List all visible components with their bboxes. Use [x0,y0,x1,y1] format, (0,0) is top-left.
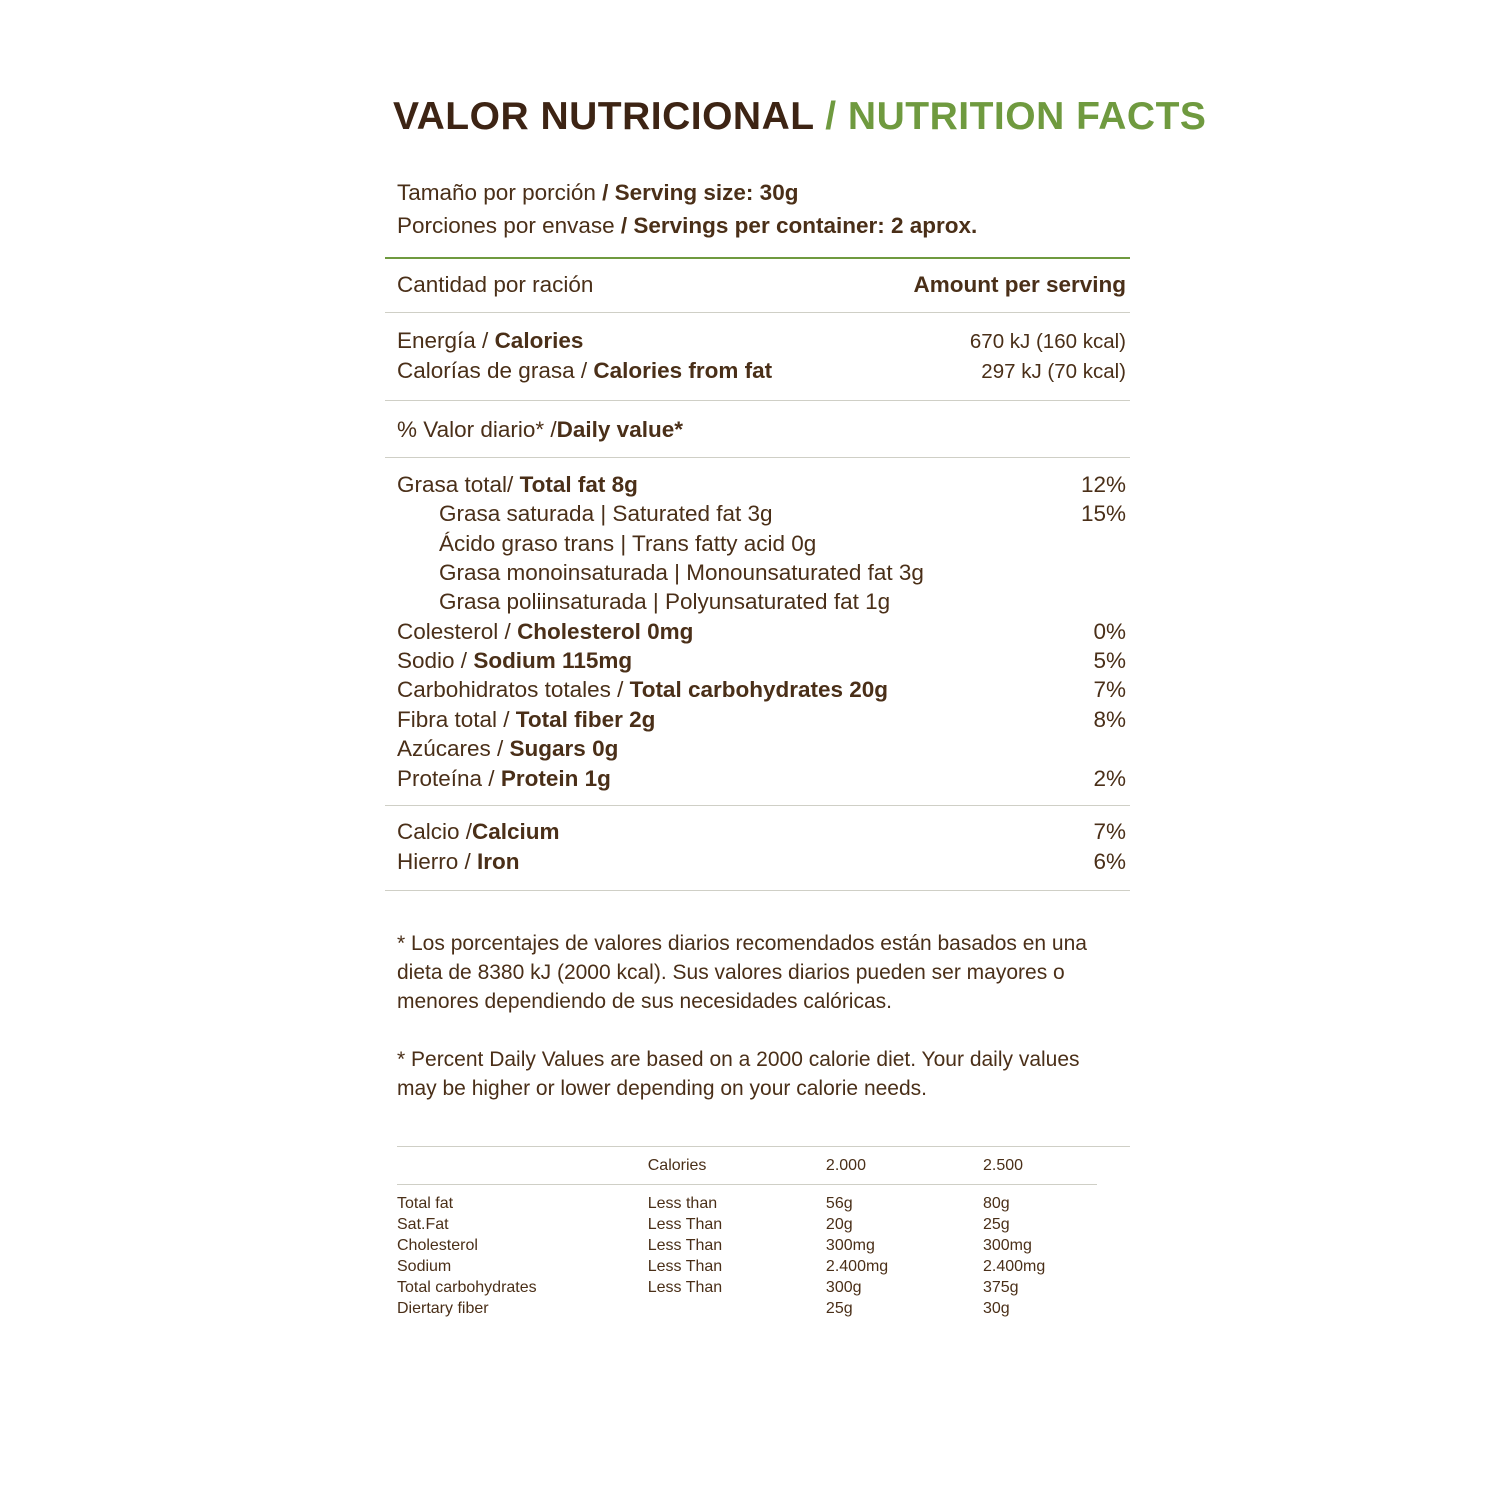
table-row [397,1214,1097,1235]
table-row [397,1256,1097,1277]
dv-cell-name: Total fat [397,1194,454,1212]
calories-value: 670 kJ (160 kcal) [969,329,1126,353]
servings-label-es: Porciones por envase [397,212,621,238]
footnote-spanish: * Los porcentajes de valores diarios recomendados están basados en una dieta de 8380 kJ (2000 kcal). Sus valores diarios pueden ser mayores o menores dependiendo de sus necesidades calóricas. [397,931,1087,1014]
nutrient-label [397,529,816,558]
nutrient-label [397,558,924,587]
dv-cell-name: Sat.Fat [397,1215,449,1233]
nutrient-row [385,646,1130,675]
divider-above-minerals [385,805,1130,806]
table-row [397,1235,1097,1256]
nutrient-row [385,558,1130,587]
nutrient-label-text: Ácido graso trans | Trans fatty acid 0g [439,530,817,556]
calories-row [385,326,1130,356]
dv-cell-qualifier: Less Than [647,1236,723,1254]
daily-value-heading [385,417,1130,443]
mineral-list [385,817,1130,878]
nutrient-label-text: Grasa monoinsaturada | Monounsaturated fat 3g [439,560,924,586]
nutrient-row [385,617,1130,646]
nutrient-row [385,734,1130,763]
nutrient-label [397,675,888,704]
amount-per-serving-header [385,272,1130,298]
nutrient-row [385,499,1130,528]
dv-cell-name: Diertary fiber [397,1299,489,1317]
nutrient-label [397,617,693,646]
nutrient-label-es: Grasa total/ [397,471,520,497]
nutrient-row [385,705,1130,734]
daily-value-heading-en: Daily value* [556,416,683,442]
nutrient-label-text: Grasa saturada | Saturated fat 3g [439,501,773,527]
dv-cell-2000: 56g [825,1194,853,1212]
title-spanish: VALOR NUTRICIONAL [393,95,814,138]
divider-under-energy [385,400,1130,401]
mineral-dv: 6% [1093,849,1126,875]
title-separator: / [825,95,837,138]
nutrient-dv: 15% [1080,501,1126,527]
footnote-english: * Percent Daily Values are based on a 2000 calorie diet. Your daily values may be higher or lower depending on your calorie needs. [397,1047,1080,1101]
dv-cell-2000: 20g [825,1215,853,1233]
energy-section [385,326,1130,386]
dv-cell-qualifier: Less than [647,1194,718,1212]
mineral-label-es: Hierro / [397,849,478,875]
daily-values-table [397,1157,1097,1320]
daily-value-heading-es: % Valor diario* / [397,416,557,442]
dv-table-body [397,1184,1097,1319]
nutrient-label-en: Total carbohydrates 20g [629,677,889,703]
mineral-label [397,817,560,847]
mineral-dv: 7% [1093,818,1126,844]
calories-label-en: Calories [494,327,584,353]
dv-cell-name: Cholesterol [397,1236,478,1254]
dv-col-header-2500: 2.500 [982,1156,1024,1174]
nutrient-dv: 7% [1093,677,1126,703]
nutrient-row [385,529,1130,558]
mineral-label-es: Calcio / [397,818,473,844]
dv-cell-2500: 300mg [982,1236,1032,1254]
calories-from-fat-row [385,356,1130,386]
calories-from-fat-label-es: Calorías de grasa / [397,357,594,383]
serving-size-label-en: / Serving size: 30g [602,180,799,205]
nutrient-dv: 12% [1080,471,1126,497]
dv-table-head [397,1157,1097,1185]
calories-from-fat-value: 297 kJ (70 kcal) [981,359,1126,383]
mineral-row [385,847,1130,877]
dv-cell-qualifier: Less Than [647,1278,723,1296]
dv-col-header-calories: Calories [647,1156,707,1174]
nutrient-row [385,587,1130,616]
servings-per-container-line [397,210,1130,243]
dv-cell-name: Total carbohydrates [397,1278,537,1296]
servings-label-en: / Servings per container: 2 aprox. [620,212,978,238]
nutrient-label-es: Proteína / [397,765,501,791]
serving-size-line [397,177,1130,210]
dv-cell-qualifier [648,1298,826,1319]
nutrient-label-es: Colesterol / [397,618,518,644]
nutrient-list [385,470,1130,793]
daily-values-table-wrap [385,1146,1130,1320]
dv-cell-2500: 375g [982,1278,1019,1296]
nutrient-label [397,587,890,616]
dv-cell-2000: 300g [825,1278,862,1296]
nutrient-label-en: Sodium 115mg [473,648,633,674]
divider-above-dv-table [397,1146,1130,1147]
nutrient-label-es: Sodio / [397,648,474,674]
page-title [393,95,1207,139]
dv-cell-2500: 30g [982,1299,1010,1317]
mineral-label-en: Iron [477,849,520,875]
nutrient-label [397,705,655,734]
dv-cell-2500: 25g [982,1215,1010,1233]
nutrient-label-en: Protein 1g [500,765,611,791]
mineral-label [397,847,520,877]
nutrient-dv: 8% [1093,706,1126,732]
nutrient-row [385,764,1130,793]
amount-header-left: Cantidad por ración [397,271,594,297]
nutrient-row [385,470,1130,499]
serving-information [385,177,1130,243]
divider-above-nutrients [385,457,1130,458]
dv-cell-2500: 2.400mg [982,1257,1046,1275]
nutrient-label-es: Fibra total / [397,706,516,732]
dv-cell-2000: 25g [825,1299,853,1317]
nutrient-label-es: Carbohidratos totales / [397,677,630,703]
mineral-label-en: Calcium [472,818,560,844]
nutrient-label [397,764,611,793]
table-row [397,1298,1097,1319]
table-row [397,1184,1097,1214]
nutrient-label-es: Azúcares / [397,736,510,762]
nutrient-row [385,675,1130,704]
nutrient-dv: 0% [1093,618,1126,644]
nutrient-dv: 5% [1093,648,1126,674]
dv-cell-2000: 2.400mg [825,1257,889,1275]
nutrient-dv: 2% [1093,765,1126,791]
dv-table-header-row [397,1157,1097,1185]
table-row [397,1277,1097,1298]
mineral-row [385,817,1130,847]
calories-from-fat-label [397,356,772,386]
dv-cell-2500: 80g [982,1194,1010,1212]
nutrition-facts-panel [385,95,1207,1319]
dv-col-header-blank [397,1157,648,1185]
dv-cell-name: Sodium [397,1257,452,1275]
divider-green-top [385,257,1130,259]
nutrient-label [397,499,773,528]
nutrient-label [397,734,618,763]
dv-cell-qualifier: Less Than [647,1215,723,1233]
dv-cell-qualifier: Less Than [647,1257,723,1275]
dv-cell-2000: 300mg [825,1236,875,1254]
nutrient-label-en: Cholesterol 0mg [517,618,694,644]
nutrient-label-en: Total fiber 2g [515,706,656,732]
nutrient-label-text: Grasa poliinsaturada | Polyunsaturated fat 1g [439,589,891,615]
amount-header-right: Amount per serving [913,271,1126,297]
nutrient-label [397,646,632,675]
calories-label-es: Energía / [397,327,495,353]
dv-col-header-2000: 2.000 [825,1156,866,1174]
divider-under-minerals [385,890,1130,891]
divider-under-amount-header [385,312,1130,313]
calories-label [397,326,583,356]
calories-from-fat-label-en: Calories from fat [593,357,773,383]
nutrient-label-en: Total fat 8g [519,471,638,497]
nutrient-label-en: Sugars 0g [509,736,619,762]
serving-size-label-es: Tamaño por porción [397,180,603,205]
nutrient-label [397,470,638,499]
title-english: NUTRITION FACTS [847,95,1207,138]
